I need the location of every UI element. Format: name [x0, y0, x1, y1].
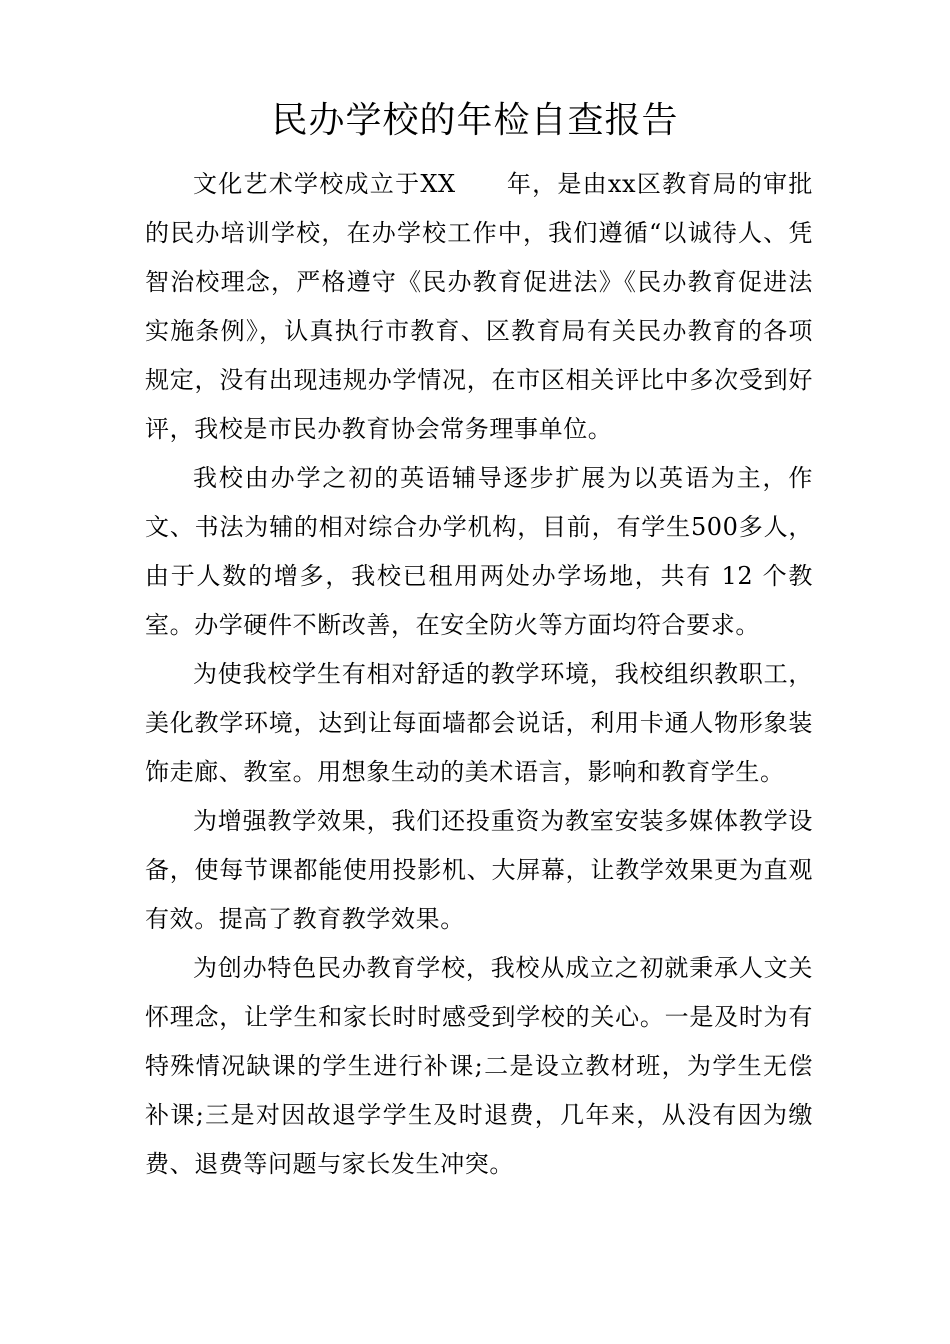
paragraph-2: 我校由办学之初的英语辅导逐步扩展为以英语为主，作文、书法为辅的相对综合办学机构，目前，有学生500多人，由于人数的增多，我校已租用两处办学场地，共有 12 个教室。办学硬件不断改善，在安全防火等方面均符合要求。 [145, 464, 813, 639]
paragraph-4: 为增强教学效果，我们还投重资为教室安装多媒体教学设备，使每节课都能使用投影机、大屏幕，让教学效果更为直观有效。提高了教育教学效果。 [145, 807, 813, 933]
paragraph-3: 为使我校学生有相对舒适的教学环境，我校组织教职工，美化教学环境，达到让每面墙都会说话，利用卡通人物形象装饰走廊、教室。用想象生动的美术语言，影响和教育学生。 [145, 660, 813, 786]
document-body [145, 160, 813, 1189]
document-title: 民办学校的年检自查报告 [271, 100, 679, 141]
paragraph-1: 文化艺术学校成立于XX 年，是由xx区教育局的审批的民办培训学校，在办学校工作中，我们遵循“以诚待人、凭智治校理念，严格遵守《民办教育促进法》《民办教育促进法实施条例》，认真执行市教育、区教育局有关民办教育的各项规定，没有出现违规办学情况，在市区相关评比中多次受到好评，我校是市民办教育协会常务理事单位。 [145, 170, 813, 443]
paragraph-5: 为创办特色民办教育学校，我校从成立之初就秉承人文关怀理念，让学生和家长时时感受到学校的关心。一是及时为有特殊情况缺课的学生进行补课;二是设立教材班，为学生无偿补课;三是对因故退学学生及时退费，几年来，从没有因为缴费、退费等问题与家长发生冲突。 [145, 954, 813, 1178]
